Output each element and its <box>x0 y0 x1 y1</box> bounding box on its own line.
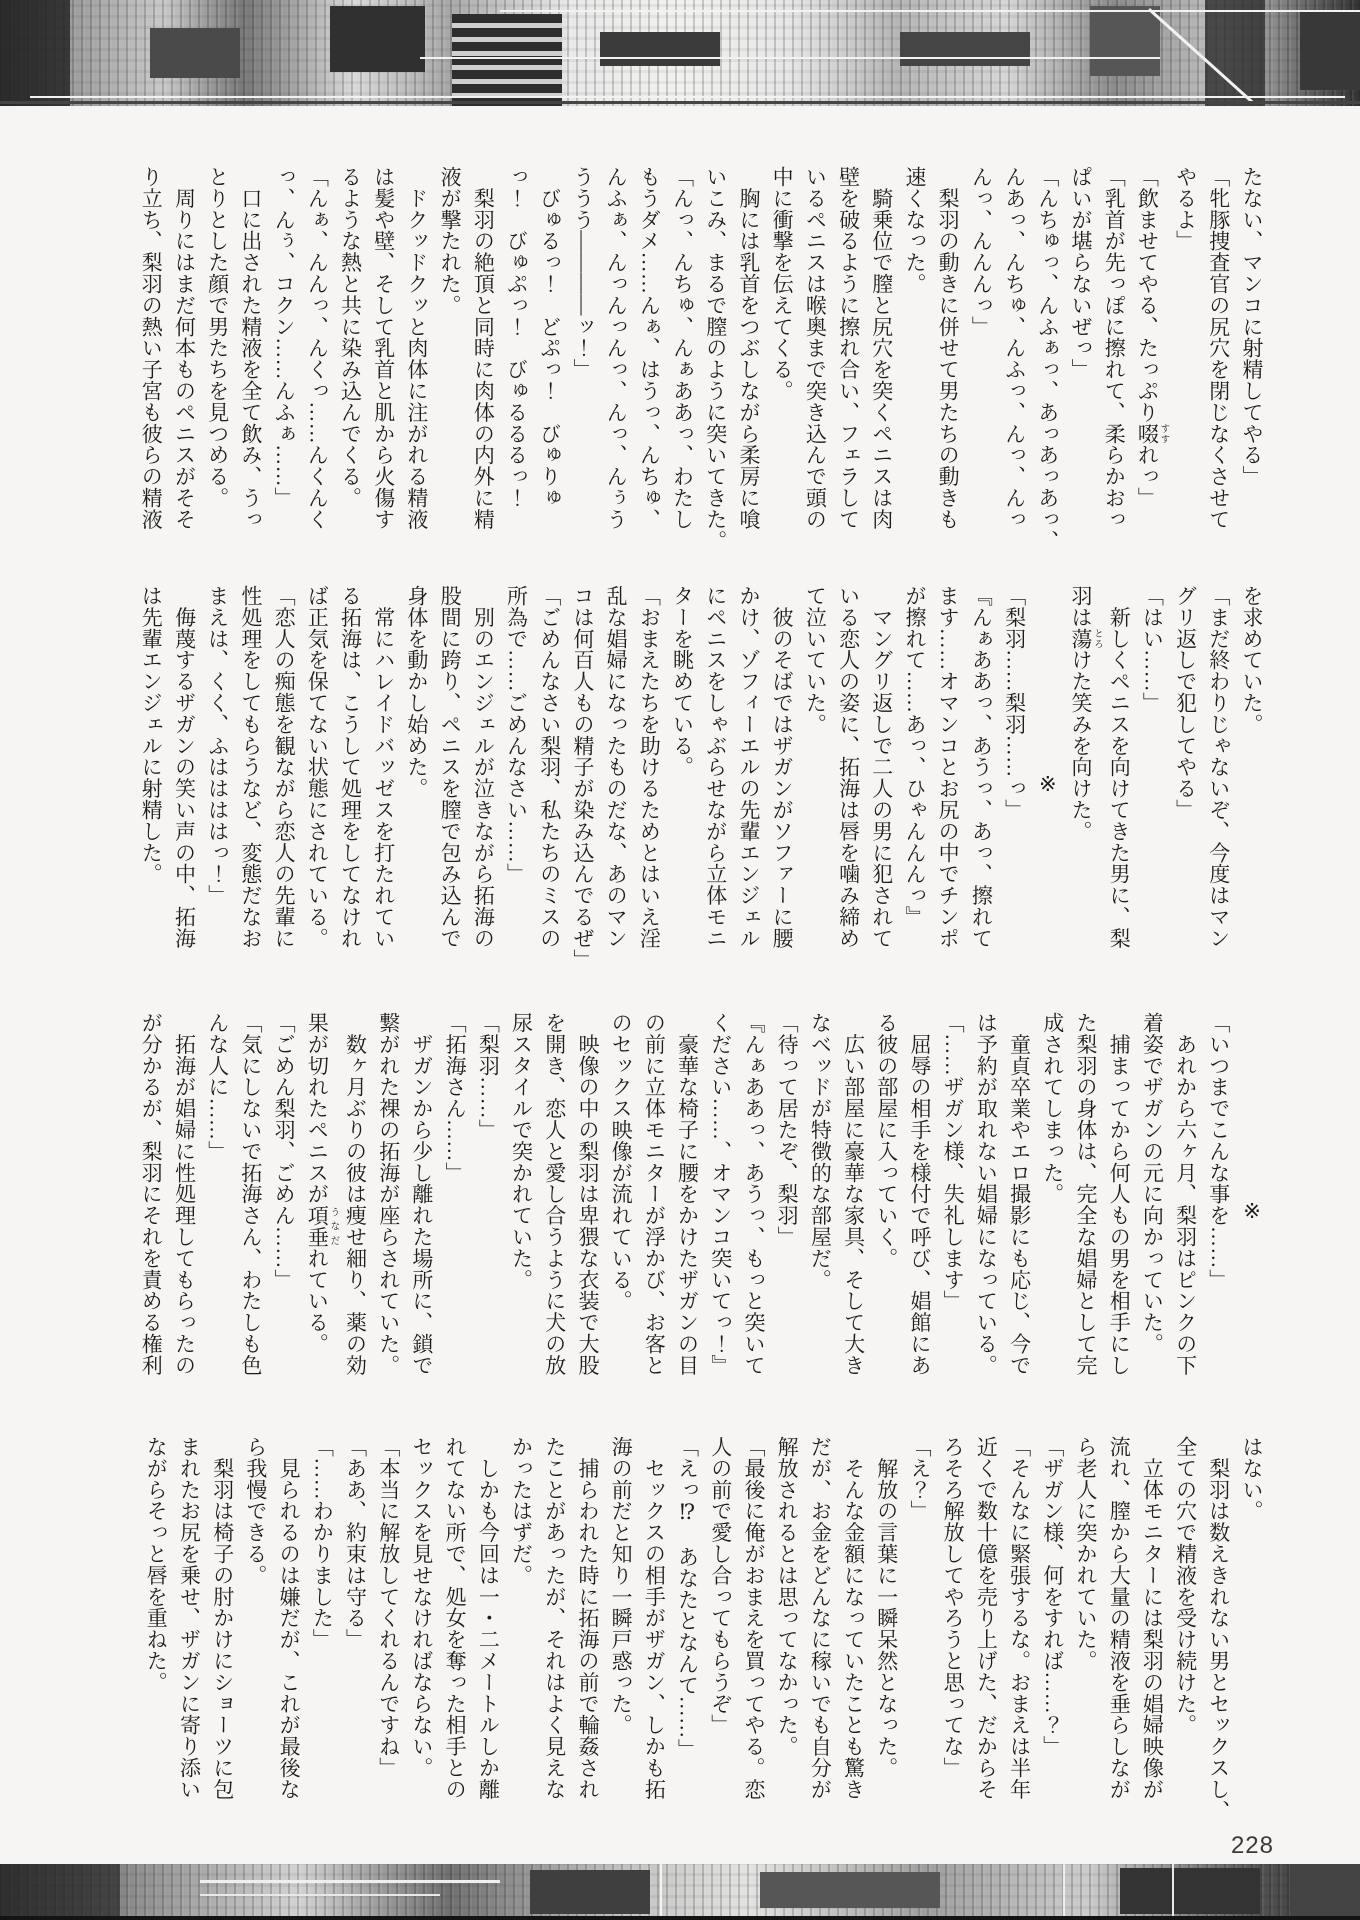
text-column: 「本当に解放してくれるんですね」 <box>376 1436 401 1779</box>
text-column: 中に衝撃を伝えてくる。 <box>770 166 795 402</box>
text-column: 「ごめん梨羽、ごめん……」 <box>272 1012 297 1291</box>
text-column: たことがあったが、それはよく見えな <box>542 1436 567 1800</box>
text-column: 「んちゅっ、んふぁっ、あっあっあっ、 <box>1035 166 1060 552</box>
text-column: まえは、くく、ふははははっ！」 <box>205 585 230 906</box>
text-column: 梨羽は椅子の肘かけにショーツに包 <box>210 1436 235 1800</box>
text-column: 豪華な椅子に腰をかけたザガンの目 <box>675 1012 700 1376</box>
text-column: 童貞卒業やエロ撮影にも応じ、今で <box>1007 1012 1032 1376</box>
art-block <box>0 101 1360 104</box>
text-band-4 <box>139 1436 1268 1834</box>
text-column: ドクッドクッと肉体に注がれる精液 <box>404 166 429 530</box>
text-column: 胸には乳首をつぶしながら柔房に喰 <box>736 166 761 530</box>
text-column: 屈辱の相手を様付で呼び、娼館にあ <box>907 1012 932 1376</box>
text-column: 梨羽は数えきれない男とセックスし、 <box>1206 1436 1231 1822</box>
art-line <box>420 57 1160 59</box>
text-column: 立体モニターには梨羽の娼婦映像が <box>1140 1436 1165 1800</box>
section-break-mark: ※ <box>1240 1198 1264 1224</box>
text-column: 「梨羽……梨羽……っ」 <box>1002 585 1027 821</box>
text-column: もうダメ……んぁ、はうっ、んちゅ、 <box>637 166 662 530</box>
text-column: が擦れて……あっ、ひゃんんんっ』 <box>902 585 927 928</box>
text-column: んふぁ、んっんっんっ、んっ、んぅう <box>604 166 629 530</box>
text-column: 「んっ、んちゅ、んぁああっ、わたし <box>670 166 695 530</box>
art-line <box>660 1864 662 1920</box>
art-block <box>1205 0 1265 106</box>
text-column: 別のエンジェルが泣きながら拓海の <box>471 585 496 949</box>
art-block <box>530 1870 650 1914</box>
text-column: 「気にしないで拓海さん、わたしも色 <box>238 1012 263 1376</box>
text-column: 「え？」 <box>907 1436 932 1522</box>
text-column: 『んぁああっ、あうっ、あっ、擦れて <box>969 585 994 949</box>
text-column: 「ああ、約束は守る」 <box>343 1436 368 1650</box>
text-column: 捕らわれた時に拓海の前で輪姦され <box>575 1436 600 1800</box>
text-column: が分かるが、梨羽にそれを責める権利 <box>139 1012 164 1376</box>
text-column: とりとした顔で男たちを見つめる。 <box>205 166 230 509</box>
text-column: は髪や壁、そして乳首と肌から火傷す <box>371 166 396 530</box>
text-column: を開き、恋人と愛し合うように犬の放 <box>542 1012 567 1376</box>
text-column: 解放されるとは思ってなかった。 <box>775 1436 800 1757</box>
text-column: 「ザガン様、何をすれば……？」 <box>1040 1436 1065 1757</box>
art-line <box>30 96 1345 98</box>
text-column: グリ返しで犯してやる」 <box>1173 585 1198 821</box>
text-column: 「……わかりました」 <box>310 1436 335 1650</box>
text-column: 「恋人の痴態を観ながら恋人の先輩に <box>272 585 297 949</box>
text-column: ば正気を保てない状態にされている。 <box>305 585 330 949</box>
text-column: んあっ、んちゅ、んふっ、んっ、んっ <box>1002 166 1027 530</box>
art-block <box>330 6 425 72</box>
page-number: 228 <box>1230 1832 1274 1859</box>
text-band-1 <box>134 166 1268 564</box>
text-column: 梨羽の絶頂と同時に肉体の内外に精 <box>471 166 496 530</box>
text-column: 尿スタイルで突かれていた。 <box>509 1012 534 1291</box>
text-column: 常にハレイドバッゼスを打たれてい <box>371 585 396 949</box>
text-column: は予約が取れない娼婦になっている。 <box>974 1012 999 1376</box>
text-column: マングリ返しで二人の男に犯されて <box>869 585 894 949</box>
text-column: 「……ザガン様、失礼します」 <box>941 1012 966 1312</box>
text-column: ら我慢できる。 <box>243 1436 268 1586</box>
text-column: 拓海が娼婦に性処理してもらったの <box>172 1012 197 1376</box>
text-column: て泣いていた。 <box>803 585 828 735</box>
text-column: 彼のそばではザガンがソファーに腰 <box>770 585 795 949</box>
text-band-2 <box>134 585 1268 983</box>
text-column: いる恋人の姿に、拓海は唇を噛み締め <box>836 585 861 949</box>
text-column: ターを眺めている。 <box>670 585 695 778</box>
text-column: を求めていた。 <box>1240 585 1264 735</box>
art-block <box>1300 10 1360 90</box>
text-column: んな人に……」 <box>205 1012 230 1162</box>
text-column: 騎乗位で膣と尻穴を突くペニスは肉 <box>869 166 894 530</box>
text-column: 周りにはまだ何本ものペニスがそそ <box>172 166 197 530</box>
text-column: ます……オマンコとお尻の中でチンポ <box>936 585 961 949</box>
text-column: 侮蔑するザガンの笑い声の中、拓海 <box>172 585 197 949</box>
text-column: 「梨羽……」 <box>476 1012 501 1141</box>
text-column: ながらそっと唇を重ねた。 <box>144 1436 169 1693</box>
art-line <box>200 1880 500 1883</box>
text-column: のセックス映像が流れている。 <box>609 1012 634 1312</box>
text-column: れてない所で、処女を奪った相手との <box>443 1436 468 1800</box>
text-column: だが、お金をどんなに稼いでも自分が <box>808 1436 833 1800</box>
art-block <box>900 32 1030 66</box>
text-column: 「最後に俺がおまえを買ってやる。恋 <box>741 1436 766 1800</box>
text-column: 捕まってから何人もの男を相手にし <box>1107 1012 1132 1376</box>
text-column: はない。 <box>1240 1436 1264 1522</box>
text-column: 「えっ⁉ あなたとなんて……」 <box>675 1436 700 1760</box>
text-column: まれたお尻を乗せ、ザガンに寄り添い <box>177 1436 202 1800</box>
text-column: 「乳首が先っぽに擦れて、柔らかおっ <box>1102 166 1127 530</box>
art-block <box>0 1916 1360 1920</box>
art-block <box>1090 6 1160 76</box>
text-column: 液が撃たれた。 <box>438 166 463 316</box>
text-column: なベッドが特徴的な部屋だ。 <box>808 1012 833 1291</box>
art-block <box>1290 1864 1360 1920</box>
text-column: 見られるのは嫌だが、これが最後な <box>277 1436 302 1800</box>
section-break-mark: ※ <box>1035 771 1060 797</box>
text-column: 着姿でザガンの元に向かっていた。 <box>1140 1012 1165 1355</box>
text-column: 流れ、膣から大量の精液を垂らしなが <box>1107 1436 1132 1800</box>
text-column: 速くなった。 <box>902 166 927 295</box>
text-column: そんな金額になっていたことも驚き <box>841 1436 866 1800</box>
footer-artwork <box>0 1864 1360 1920</box>
text-column: 「拓海さん……」 <box>443 1012 468 1184</box>
text-column: 解放の言葉に一瞬呆然となった。 <box>874 1436 899 1779</box>
text-column: セックスの相手がザガン、しかも拓 <box>642 1436 667 1800</box>
text-column: 所為で……ごめんなさい……」 <box>504 585 529 885</box>
text-column: セックスを見せなければならない。 <box>409 1436 434 1779</box>
text-column: ぱいが堪らないぜっ」 <box>1068 166 1093 380</box>
text-column: 梨羽の動きに併せて男たちの動きも <box>936 166 961 530</box>
text-column: 「牝豚捜査官の尻穴を閉じなくさせて <box>1206 166 1231 530</box>
text-column: ろそろ解放してやろうと思ってな」 <box>941 1436 966 1779</box>
text-column: 「いつまでこんな事を……」 <box>1206 1012 1231 1291</box>
text-column: る拓海は、こうして処理をしてなけれ <box>338 585 363 949</box>
text-column: 股間に跨り、ペニスを膣で包み込んで <box>438 585 463 949</box>
text-column: 「待って居たぞ、梨羽」 <box>775 1012 800 1248</box>
text-column: 海の前だと知り一瞬戸惑った。 <box>609 1436 634 1736</box>
text-column: 「そんなに緊張するな。おまえは半年 <box>1007 1436 1032 1800</box>
text-column: は先輩エンジェルに射精した。 <box>139 585 164 885</box>
art-line <box>1172 1864 1174 1920</box>
text-column: 成されてしまった。 <box>1040 1012 1065 1205</box>
text-column: しかも今回は一・二メートルしか離 <box>476 1436 501 1800</box>
text-column: にペニスをしゃぶらせながら立体モニ <box>703 585 728 949</box>
text-column: 「ごめんなさい梨羽、私たちのミスの <box>537 585 562 949</box>
text-column: 口に出された精液を全て飲み、うっ <box>238 166 263 530</box>
art-line <box>200 1894 440 1896</box>
text-column: 「まだ終わりじゃないぞ、今度はマン <box>1206 585 1231 949</box>
text-column: ううう――――ッ！」 <box>570 166 595 380</box>
text-column: やるよ」 <box>1173 166 1198 252</box>
text-column: 全ての穴で精液を受け続けた。 <box>1173 1436 1198 1736</box>
text-column: っ、んぅ、コクン……んふぁ……」 <box>272 166 297 509</box>
text-column: 『んぁああっ、あうっ、もっと突いて <box>741 1012 766 1376</box>
text-column: 繋がれた裸の拓海が座らされていた。 <box>376 1012 401 1376</box>
text-column: んっ、んんんっ」 <box>969 166 994 338</box>
text-column: びゅるっ！ どぷっ！ びゅりゅ <box>537 166 562 509</box>
text-column: 身体を動かし始めた。 <box>404 585 429 799</box>
text-column: 「んぁ、んんっ、んくっ……んくんく <box>305 166 330 530</box>
text-column: コは何百人もの精子が染み込んでるぜ」 <box>570 585 595 971</box>
text-column: 人の前で愛し合ってもらうぞ」 <box>708 1436 733 1736</box>
text-column: たない、マンコに射精してやる」 <box>1240 166 1264 487</box>
text-column: の前に立体モニターが浮かび、お客と <box>642 1012 667 1376</box>
text-band-3 <box>134 1012 1268 1410</box>
text-column: 近くで数十億を売り上げた、だからそ <box>974 1436 999 1800</box>
art-block <box>0 0 70 106</box>
text-column: 数ヶ月ぶりの彼は痩せ細り、薬の効 <box>343 1012 368 1376</box>
text-column: 性処理をしてもらうなど、変態だなお <box>238 585 263 949</box>
text-column: 「飲ませてやる、たっぷり啜 すすれっ」 <box>1135 166 1169 509</box>
text-column: ら老人に突かれていた。 <box>1073 1436 1098 1672</box>
art-block <box>760 1872 940 1908</box>
text-column: 羽は蕩 とろけた笑みを向けた。 <box>1068 585 1102 842</box>
text-column: 映像の中の梨羽は卑猥な衣装で大股 <box>575 1012 600 1376</box>
art-block <box>1120 1868 1260 1914</box>
text-column: あれから六ヶ月、梨羽はピンクの下 <box>1173 1012 1198 1376</box>
text-column: 新しくペニスを向けてきた男に、梨 <box>1107 585 1132 949</box>
header-artwork <box>0 0 1360 106</box>
text-column: り立ち、梨羽の熱い子宮も彼らの精液 <box>139 166 164 530</box>
text-column: ください……、オマンコ突いてっ！』 <box>708 1012 733 1376</box>
art-block <box>0 1864 120 1920</box>
text-column: た梨羽の身体は、完全な娼婦として完 <box>1073 1012 1098 1376</box>
text-column: ザガンから少し離れた場所に、鎖で <box>409 1012 434 1376</box>
art-block <box>600 32 720 66</box>
text-column: 乱な娼婦になったものだな、あのマン <box>604 585 629 949</box>
text-column: 広い部屋に豪華な家具、そして大き <box>841 1012 866 1376</box>
art-line <box>500 10 1360 12</box>
text-column: かけ、ゾフィーエルの先輩エンジェル <box>736 585 761 949</box>
art-block <box>150 28 240 78</box>
text-column: るような熱と共に染み込んでくる。 <box>338 166 363 509</box>
text-column: いるペニスは喉奥まで突き込んで頭の <box>803 166 828 530</box>
text-column: かったはずだ。 <box>509 1436 534 1586</box>
art-block <box>452 14 562 106</box>
text-column: 壁を破るように擦れ合い、フェラして <box>836 166 861 530</box>
art-line <box>1063 1864 1065 1920</box>
text-column: 果が切れたペニスが項垂 うなだれている。 <box>305 1012 339 1355</box>
text-column: いこみ、まるで膣のように突いてきた。 <box>703 166 728 552</box>
text-column: っ！ びゅぷっ！ びゅるるるっ！ <box>504 166 529 509</box>
text-column: 「おまえたちを助けるためとはいえ淫 <box>637 585 662 949</box>
text-column: る彼の部屋に入っていく。 <box>874 1012 899 1269</box>
text-column: 「はい……」 <box>1140 585 1165 714</box>
